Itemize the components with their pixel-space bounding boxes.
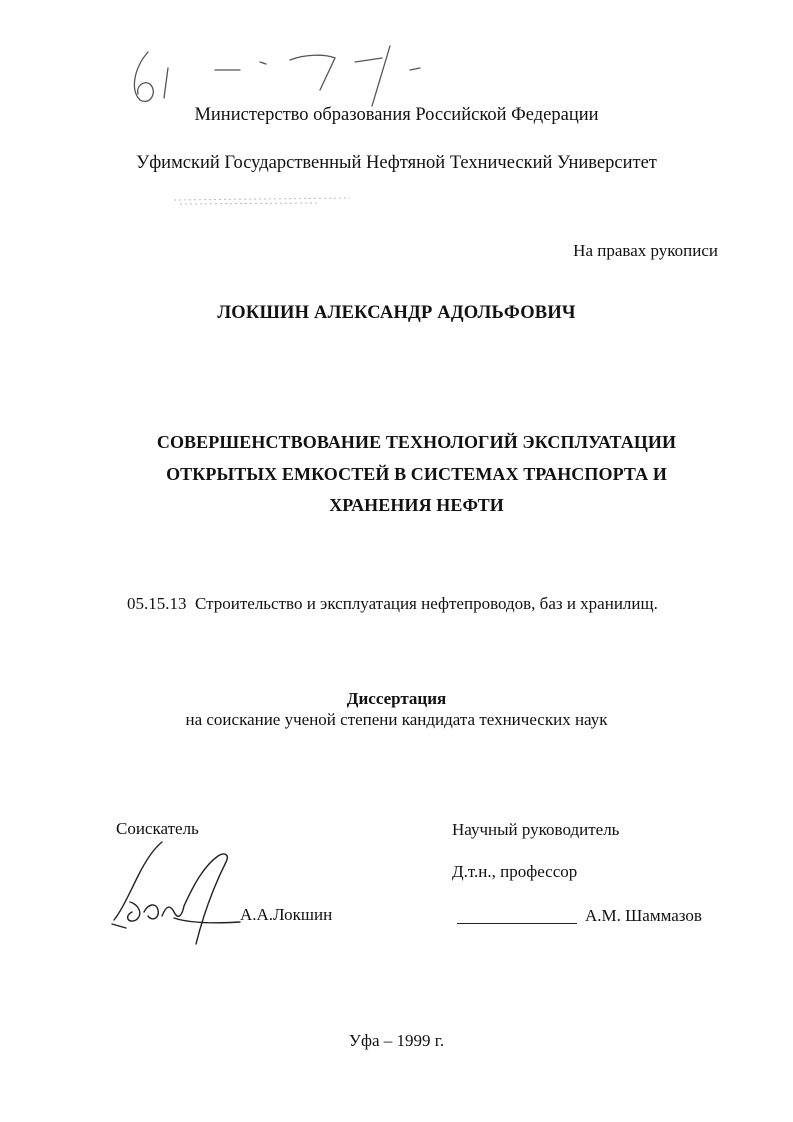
applicant-label: Соискатель: [116, 819, 199, 838]
faint-stamp-smudge: [170, 190, 370, 212]
work-type-heading: Диссертация: [346, 689, 447, 708]
handwritten-archive-mark: [120, 40, 450, 110]
thesis-title-line: ОТКРЫТЫХ ЕМКОСТЕЙ В СИСТЕМАХ ТРАНСПОРТА И: [166, 463, 667, 484]
specialty-code-line: 05.15.13 Строительство и эксплуатация нефтепроводов, баз и хранилищ.: [127, 594, 658, 613]
applicant-name: А.А.Локшин: [240, 905, 333, 924]
supervisor-label: Научный руководитель: [452, 820, 620, 839]
supervisor-name: А.М. Шаммазов: [585, 906, 702, 925]
thesis-title-line: СОВЕРШЕНСТВОВАНИЕ ТЕХНОЛОГИЙ ЭКСПЛУАТАЦИИ: [156, 432, 677, 452]
supervisor-signature-line: [457, 923, 577, 924]
ministry-line: Министерство образования Российской Федерации: [194, 105, 599, 125]
manuscript-rights-note: На правах рукописи: [573, 241, 718, 260]
degree-line: на соискание ученой степени кандидата технических наук: [185, 710, 608, 729]
author-name: ЛОКШИН АЛЕКСАНДР АДОЛЬФОВИЧ: [217, 303, 576, 323]
thesis-title: [100, 427, 733, 522]
university-line: Уфимский Государственный Нефтяной Технический Университет: [136, 153, 657, 173]
supervisor-academic-title: Д.т.н., профессор: [452, 862, 578, 881]
city-and-year: Уфа – 1999 г.: [348, 1031, 445, 1050]
thesis-title-line: ХРАНЕНИЯ НЕФТИ: [329, 495, 504, 515]
applicant-signature: [108, 832, 248, 952]
